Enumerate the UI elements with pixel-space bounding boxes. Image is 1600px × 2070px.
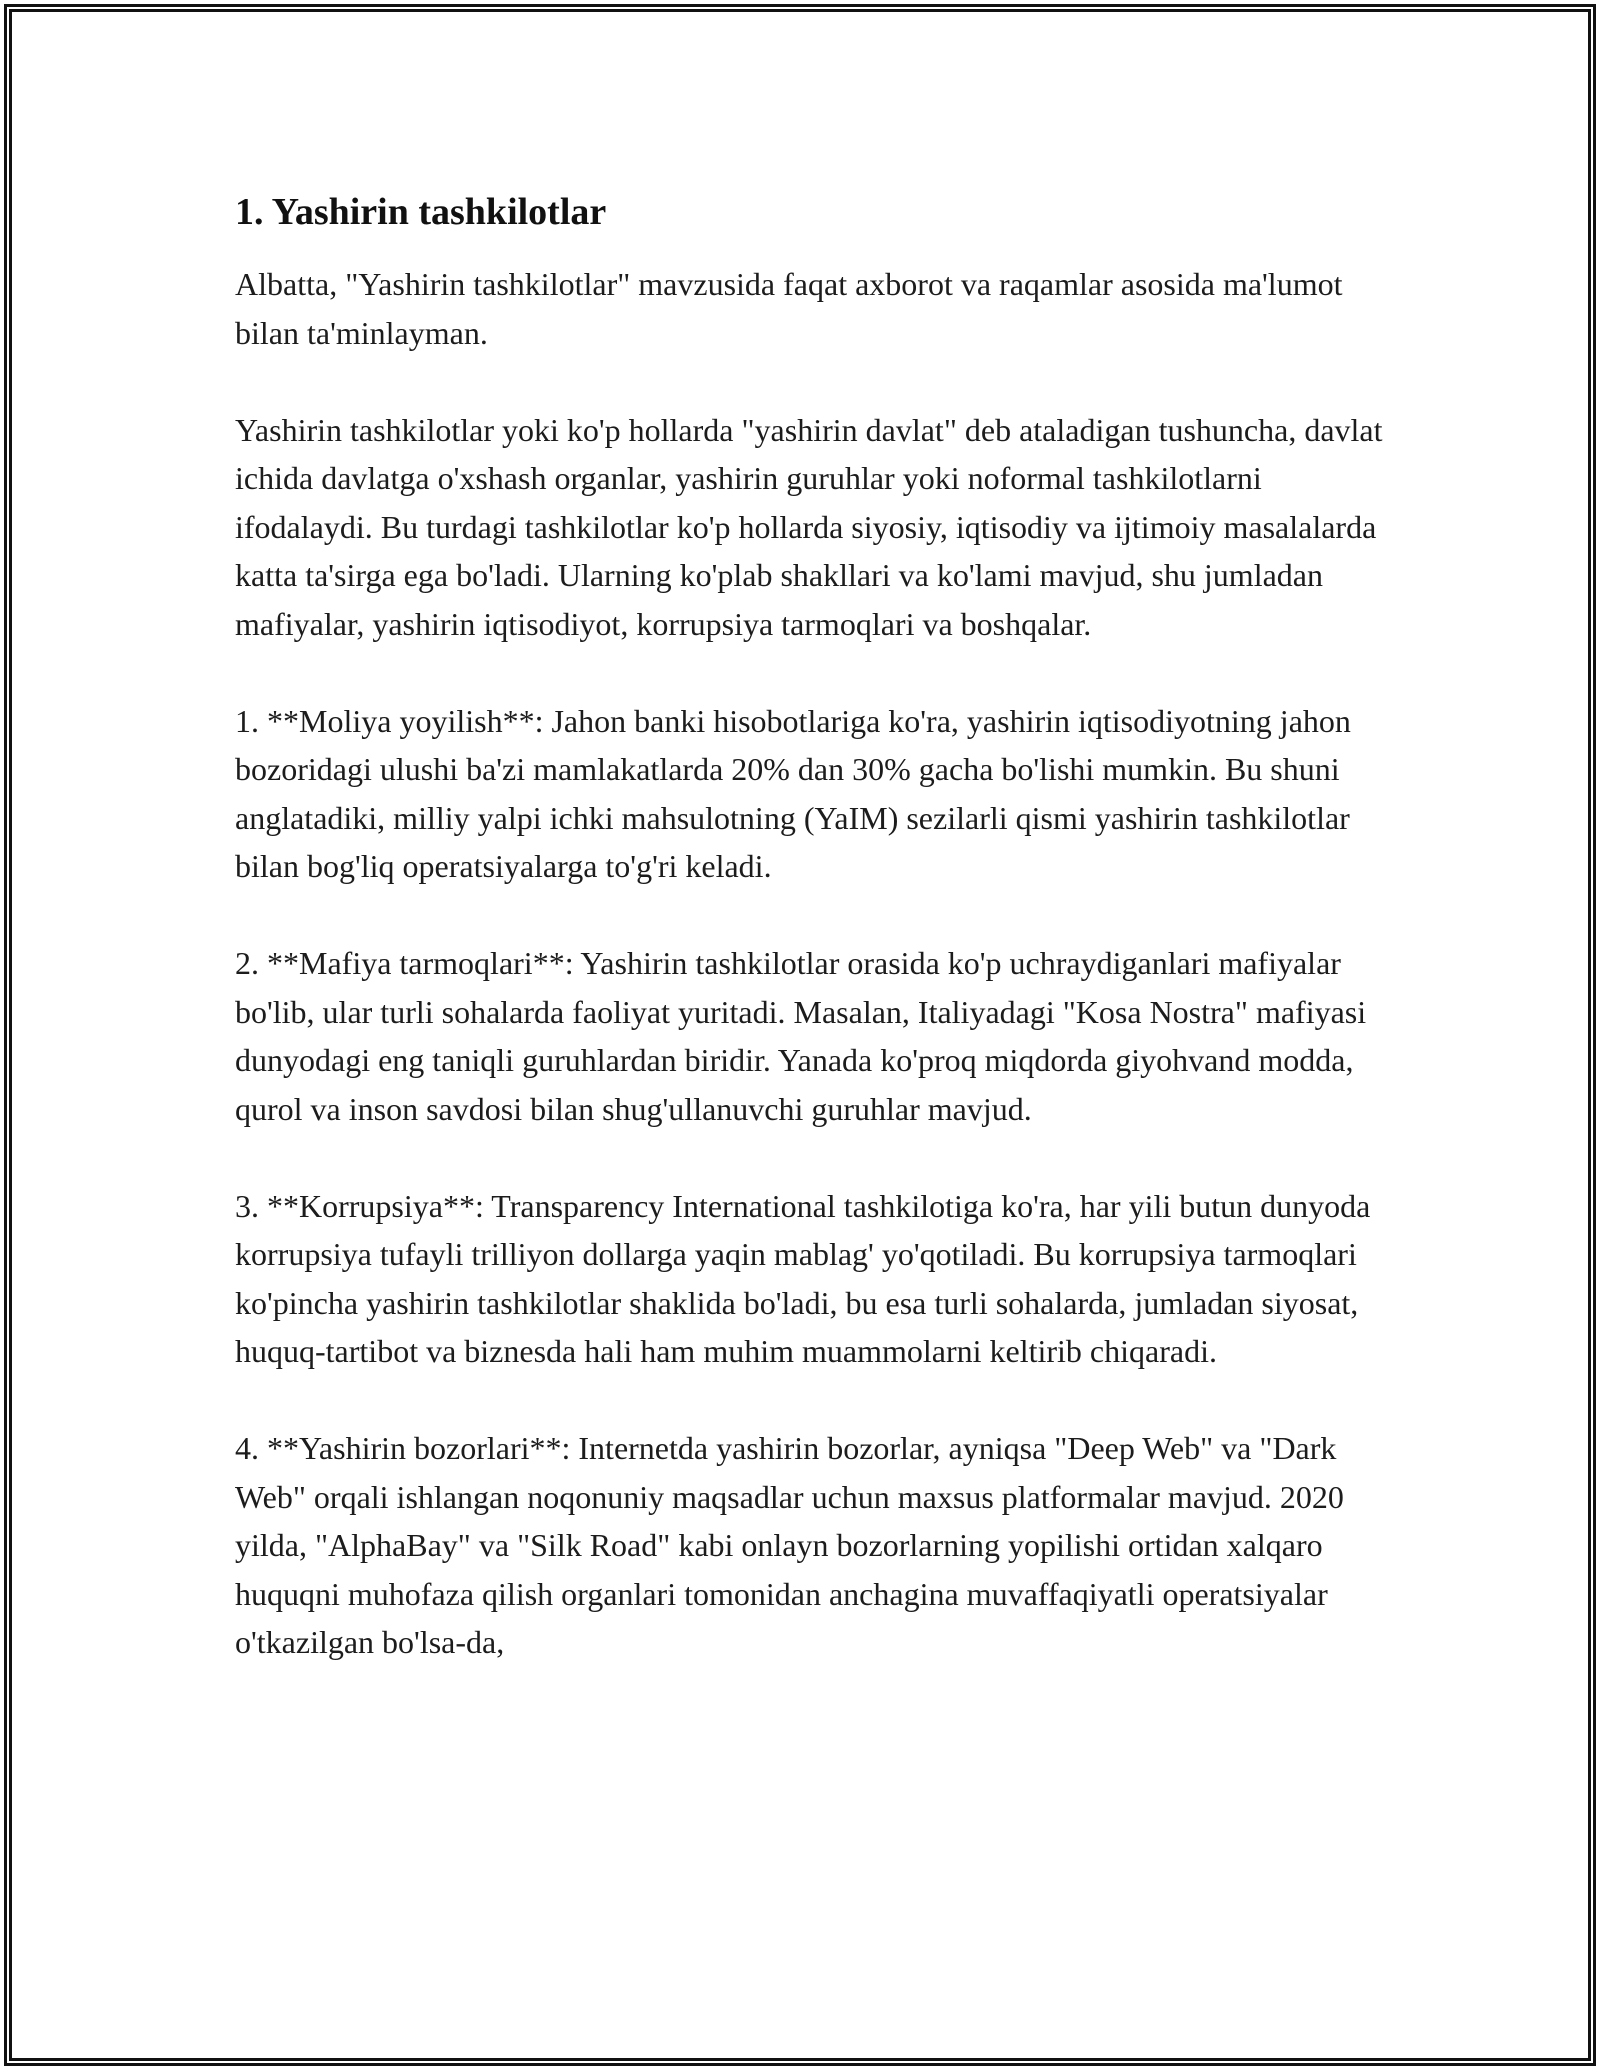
paragraph-item-3: 3. **Korrupsiya**: Transparency International tashkilotiga ko'ra, har yili butun dunyoda korrupsiya tufayli trilliyon dollarga yaqin mablag' yo'qotiladi. Bu korrupsiya tarmoqlari ko'pincha yashirin tashkilotlar shaklida bo'ladi, bu esa turli sohalarda, jumladan siyosat, huquq-tartibot va biznesda hali ham muhim muammolarni keltirib chiqaradi. [235, 1187, 1371, 1369]
document-heading: 1. Yashirin tashkilotlar [235, 191, 607, 233]
document-page [235, 186, 1385, 1715]
paragraph-item-2: 2. **Mafiya tarmoqlari**: Yashirin tashkilotlar orasida ko'p uchraydiganlari mafiyalar bo'lib, ular turli sohalarda faoliyat yuritadi. Masalan, Italiyadagi "Kosa Nostra" mafiyasi dunyodagi eng taniqli guruhlardan biridir. Yanada ko'proq miqdorda giyohvand modda, qurol va inson savdosi bilan shug'ullanuvchi guruhlar mavjud. [235, 945, 1367, 1127]
paragraph-item-4: 4. **Yashirin bozorlari**: Internetda yashirin bozorlar, ayniqsa "Deep Web" va "Dark Web" orqali ishlangan noqonuniy maqsadlar uchun maxsus platformalar mavjud. 2020 yilda, "AlphaBay" va "Silk Road" kabi onlayn bozorlarning yopilishi ortidan xalqaro huquqni muhofaza qilish organlari tomonidan anchagina muvaffaqiyatli operatsiyalar o'tkazilgan bo'lsa-da, [235, 1430, 1344, 1660]
paragraph-item-1: 1. **Moliya yoyilish**: Jahon banki hisobotlariga ko'ra, yashirin iqtisodiyotning jahon bozoridagi ulushi ba'zi mamlakatlarda 20% dan 30% gacha bo'lishi mumkin. Bu shuni anglatadiki, milliy yalpi ichki mahsulotning (YaIM) sezilarli qismi yashirin tashkilotlar bilan bog'liq operatsiyalarga to'g'ri keladi. [235, 702, 1351, 884]
paragraph-definition: Yashirin tashkilotlar yoki ko'p hollarda "yashirin davlat" deb ataladigan tushuncha, davlat ichida davlatga o'xshash organlar, yashirin guruhlar yoki noformal tashkilotlarni ifodalaydi. Bu turdagi tashkilotlar ko'p hollarda siyosiy, iqtisodiy va ijtimoiy masalalarda katta ta'sirga ega bo'ladi. Ularning ko'plab shakllari va ko'lami mavjud, shu jumladan mafiyalar, yashirin iqtisodiyot, korrupsiya tarmoqlari va boshqalar. [235, 411, 1383, 642]
paragraph-intro: Albatta, "Yashirin tashkilotlar" mavzusida faqat axborot va raqamlar asosida ma'lumot bilan ta'minlayman. [235, 266, 1343, 351]
